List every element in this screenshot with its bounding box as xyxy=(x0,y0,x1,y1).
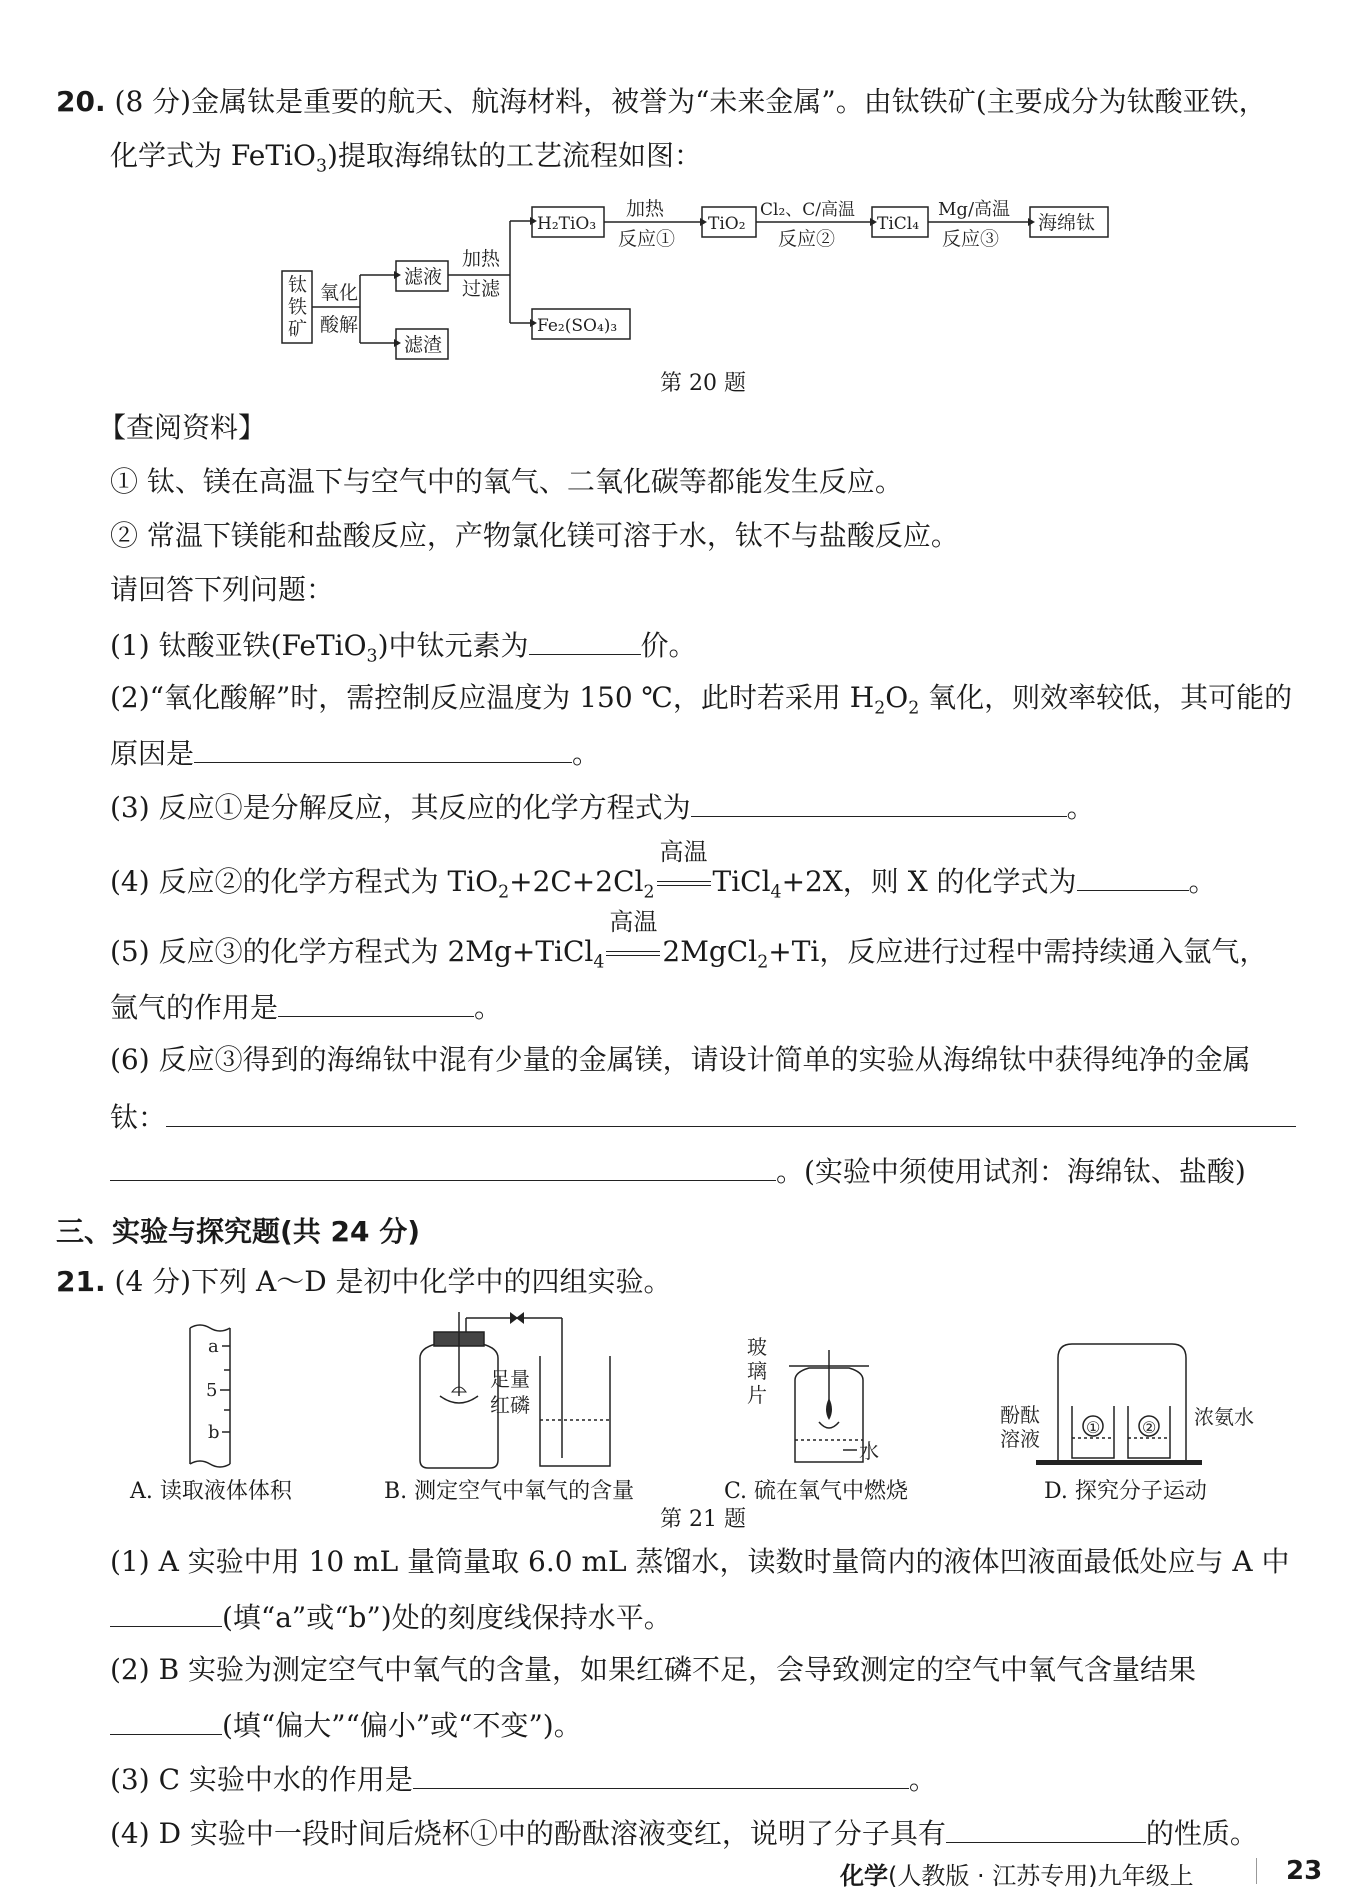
q21-p3-text: (3) C 实验中水的作用是 xyxy=(110,1763,413,1796)
step2-top-label: 加热 xyxy=(462,248,501,270)
q20-number: 20. xyxy=(56,85,106,118)
q21-part-1-cont xyxy=(110,1598,672,1636)
q20-p5-text: +Ti，反应进行过程中需持续通入氩气， xyxy=(768,935,1268,968)
footer-divider xyxy=(1256,1858,1257,1884)
footer-subject: 化学 xyxy=(840,1862,888,1890)
q20-p4-text: (4) 反应②的化学方程式为 TiO xyxy=(110,865,499,898)
q21-part-1: (1) A 实验中用 10 mL 量筒量取 6.0 mL 蒸馏水，读数时量筒内的液体凹液面最低处应与 A 中 xyxy=(110,1545,1290,1578)
q21-number: 21. xyxy=(56,1265,106,1298)
q20-part-6: (6) 反应③得到的海绵钛中混有少量的金属镁，请设计简单的实验从海绵钛中获得纯净的金属 xyxy=(110,1043,1251,1076)
q20-p4-text: TiCl xyxy=(712,865,771,898)
q20-p2-text: O xyxy=(885,681,909,714)
answer-blank[interactable] xyxy=(166,1098,1296,1127)
figure-b-note-2: 红磷 xyxy=(490,1393,530,1417)
reaction-condition xyxy=(604,908,662,970)
q20-p2-text: 氧化，则效率较低，其可能的 xyxy=(919,681,1293,714)
q20-intro-text: (8 分)金属钛是重要的航天、航海材料，被誉为“未来金属”。由钛铁矿(主要成分为钛酸亚铁， xyxy=(114,85,1267,118)
residue-label: 滤渣 xyxy=(404,334,443,356)
q20-p4-text: +2X，则 X 的化学式为 xyxy=(781,865,1077,898)
ore-label-2: 铁 xyxy=(288,296,308,318)
q20-figure-caption: 第 20 题 xyxy=(660,371,746,396)
answer-blank[interactable] xyxy=(1077,862,1189,891)
q20-p3-text: (3) 反应①是分解反应，其反应的化学方程式为 xyxy=(110,791,691,824)
tio2-label: TiO₂ xyxy=(708,214,746,234)
figure-a-label: A. 读取液体体积 xyxy=(130,1479,292,1504)
filtrate-label: 滤液 xyxy=(404,266,443,288)
reference-item-1: ① 钛、镁在高温下与空气中的氧气、二氧化碳等都能发生反应。 xyxy=(110,465,903,498)
r3-bottom-label: 反应③ xyxy=(942,228,1000,250)
figure-a-cylinder xyxy=(150,1322,260,1472)
r2-top-label: Cl₂、C/高温 xyxy=(760,200,855,220)
q20-intro-part: )提取海绵钛的工艺流程如图： xyxy=(327,139,702,172)
mark-b: b xyxy=(208,1422,220,1443)
answer-blank[interactable] xyxy=(946,1814,1146,1843)
answer-blank[interactable] xyxy=(110,1152,776,1181)
q20-intro-line1 xyxy=(56,84,1267,120)
r1-bottom-label: 反应① xyxy=(618,228,676,250)
mark-a: a xyxy=(208,1336,219,1357)
figure-d-label: D. 探究分子运动 xyxy=(1044,1479,1207,1504)
r1-top-label: 加热 xyxy=(626,198,665,220)
q20-part-3 xyxy=(110,788,1095,826)
section-heading: 三、实验与探究题(共 24 分) xyxy=(56,1215,421,1248)
step2-bottom-label: 过滤 xyxy=(462,278,501,300)
q21-part-3 xyxy=(110,1760,937,1798)
glass-label-3: 片 xyxy=(747,1383,767,1407)
mark-5: 5 xyxy=(206,1380,218,1401)
answer-blank[interactable] xyxy=(529,626,641,655)
phenolphthalein-label-2: 溶液 xyxy=(1000,1427,1040,1451)
page-number: 23 xyxy=(1286,1856,1323,1886)
q21-p2-text: (填“偏大”“偏小”或“不变”)。 xyxy=(222,1709,582,1742)
q20-part-6-cont xyxy=(110,1098,1296,1136)
reaction-condition xyxy=(655,838,713,900)
q20-part-2: (2)“氧化酸解”时，需控制反应温度为 150 ℃，此时若采用 $H_2O_2$ 氧化，则效率较低，其可能的 xyxy=(110,681,1293,719)
process-flow-diagram xyxy=(280,195,660,365)
step1-bottom-label: 酸解 xyxy=(320,314,359,336)
figure-d-apparatus xyxy=(1000,1340,1280,1470)
footer-edition: (人教版 · 江苏专用)九年级上 xyxy=(888,1862,1194,1890)
ore-label-3: 矿 xyxy=(288,318,308,340)
figure-b-label: B. 测定空气中氧气的含量 xyxy=(384,1479,635,1504)
figure-b-apparatus xyxy=(400,1310,640,1474)
page-footer xyxy=(840,1856,1194,1891)
answer-blank[interactable] xyxy=(278,988,474,1017)
q20-p5-text: 2MgCl xyxy=(662,935,758,968)
ammonia-label: 浓氨水 xyxy=(1194,1405,1254,1429)
q20-part-1: (1) 钛酸亚铁(FeTiO$_3$)中钛元素为 价。 xyxy=(110,626,697,675)
answer-blank[interactable] xyxy=(691,788,1067,817)
q20-p1-text: 价。 xyxy=(640,629,697,662)
q20-p4-text: 。 xyxy=(1188,865,1217,898)
q20-p6-text: 钛： xyxy=(110,1101,167,1134)
q20-intro-part: 化学式为 FeTiO xyxy=(110,139,316,172)
q21-figure-caption: 第 21 题 xyxy=(660,1507,746,1532)
q20-p5-text: 。 xyxy=(474,991,503,1024)
q20-intro-line2: 化学式为 FeTiO$_3$)提取海绵钛的工艺流程如图： xyxy=(110,139,702,177)
figure-c-label: C. 硫在氧气中燃烧 xyxy=(724,1479,909,1504)
beaker-1-label: ① xyxy=(1086,1418,1101,1437)
answer-blank[interactable] xyxy=(194,734,572,763)
step1-top-label: 氧化 xyxy=(320,282,359,304)
sponge-label: 海绵钛 xyxy=(1038,212,1096,234)
fe2so43-label: Fe₂(SO₄)₃ xyxy=(537,316,618,336)
q21-part-4 xyxy=(110,1814,1258,1852)
q21-intro-text: (4 分)下列 A～D 是初中化学中的四组实验。 xyxy=(114,1265,672,1298)
figure-c-apparatus xyxy=(745,1335,905,1470)
q20-p5-text: 氩气的作用是 xyxy=(110,991,279,1024)
q21-part-2-cont xyxy=(110,1706,582,1744)
q20-p2-text: 原因是 xyxy=(110,737,195,770)
reference-item-2: ② 常温下镁能和盐酸反应，产物氯化镁可溶于水，钛不与盐酸反应。 xyxy=(110,519,959,552)
glass-label-1: 玻 xyxy=(747,1335,767,1359)
q20-prompt: 请回答下列问题： xyxy=(110,573,335,606)
q21-p4-text: 的性质。 xyxy=(1145,1817,1258,1850)
q20-p1-text: )中钛元素为 xyxy=(377,629,529,662)
q20-part-5: (5) 反应③的化学方程式为 2Mg+TiCl$_4$ 高温 2MgCl$_2$+Ti，反应进行过程中需持续通入氩气， xyxy=(110,934,1267,981)
water-label: 水 xyxy=(859,1439,879,1463)
q20-p5-text: (5) 反应③的化学方程式为 2Mg+TiCl xyxy=(110,935,594,968)
reference-title: 【查阅资料】 xyxy=(98,411,267,444)
q20-p1-text: (1) 钛酸亚铁(FeTiO xyxy=(110,629,367,662)
q20-part-6-cont2 xyxy=(110,1152,1246,1190)
ticl4-label: TiCl₄ xyxy=(877,214,920,234)
q21-p4-text: (4) D 实验中一段时间后烧杯①中的酚酞溶液变红，说明了分子具有 xyxy=(110,1817,946,1850)
q20-p3-text: 。 xyxy=(1066,791,1095,824)
figure-b-note-1: 足量 xyxy=(490,1367,530,1391)
q20-p4-text: +2C+2Cl xyxy=(509,865,644,898)
beaker-2-label: ② xyxy=(1142,1418,1157,1437)
q21-p1-text: (填“a”或“b”)处的刻度线保持水平。 xyxy=(222,1601,672,1634)
q20-part-5-cont xyxy=(110,988,502,1026)
q21-intro xyxy=(56,1264,672,1300)
q20-part-4: (4) 反应②的化学方程式为 $TiO_2+2C+2Cl_2$ 高温 TiCl$_4$+2X，则 X 的化学式为 。 xyxy=(110,862,1217,911)
q21-part-2: (2) B 实验为测定空气中氧气的含量，如果红磷不足，会导致测定的空气中氧气含量结果 xyxy=(110,1653,1197,1686)
ore-label-1: 钛 xyxy=(288,274,308,296)
q20-part-2-cont xyxy=(110,734,600,772)
answer-blank[interactable] xyxy=(110,1598,222,1627)
q20-p2-text: (2)“氧化酸解”时，需控制反应温度为 150 ℃，此时若采用 H xyxy=(110,681,875,714)
answer-blank[interactable] xyxy=(413,1760,909,1789)
r2-bottom-label: 反应② xyxy=(778,228,836,250)
condition-label: 高温 xyxy=(609,908,658,936)
phenolphthalein-label-1: 酚酞 xyxy=(1000,1403,1040,1427)
q20-p6-text: 。(实验中须使用试剂：海绵钛、盐酸) xyxy=(776,1155,1246,1188)
q21-p3-text: 。 xyxy=(908,1763,937,1796)
condition-label: 高温 xyxy=(659,838,708,866)
r3-top-label: Mg/高温 xyxy=(938,199,1011,220)
process-flow-diagram-right xyxy=(618,195,1120,255)
glass-label-2: 璃 xyxy=(747,1359,767,1383)
answer-blank[interactable] xyxy=(110,1706,222,1735)
q20-p2-text: 。 xyxy=(572,737,601,770)
h2tio3-label: H₂TiO₃ xyxy=(537,214,597,234)
